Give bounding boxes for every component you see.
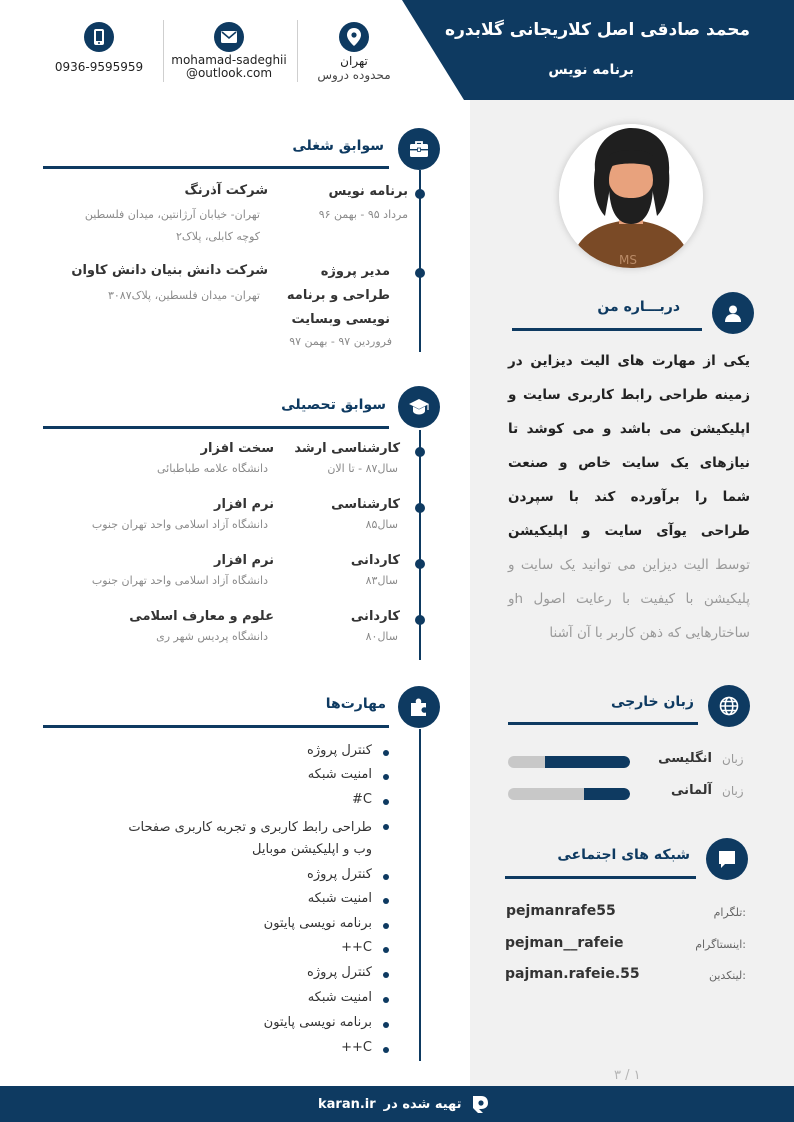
language-level-fill [545,756,630,768]
divider [297,20,298,82]
skill-bullet [383,898,389,904]
job-role: برنامه نویس [328,184,408,199]
degree: کاردانی [350,609,400,624]
degree: کاردانی [350,553,400,568]
skill-item: برنامه نویسی پایتون [263,916,372,931]
company-address: تهران- میدان فلسطین، پلاک۳۰۸۷ [107,289,260,302]
email[interactable] [170,54,288,80]
skill-bullet [383,923,389,929]
avatar-illustration [559,124,703,268]
language-level-bar [508,756,630,768]
experience-title: سوابق شغلی [292,138,384,154]
skill-item: طراحی رابط کاربری و تجربه کاربری صفحات وب و اپلیکیشن موبایل [128,820,372,857]
briefcase-icon [398,128,440,170]
page-number: ۳ / ۱ [614,1068,641,1083]
about-text-light: توسط الیت دیزاین می توانید یک سایت و پلیکیشن با کیفیت با رعایت اصول hو ساختارهایی که ذهن کاربر با آن آشنا [508,557,750,641]
degree: کارشناسی ارشد [294,441,400,456]
social-rule [505,876,696,879]
language-prefix: زبان [722,752,744,766]
linkedin-handle[interactable]: pajman.rafeie.55 [505,966,640,982]
instagram-handle[interactable]: pejman__rafeie [505,935,624,951]
skill-bullet [383,1047,389,1053]
about-rule [512,328,702,331]
job-date: مرداد ۹۵ - بهمن ۹۶ [318,208,408,221]
skill-bullet [383,799,389,805]
skill-bullet [383,824,389,830]
skill-item: C++ [341,1040,372,1055]
skill-item: امنیت شبکه [307,990,372,1005]
language-name: انگلیسی [658,751,712,766]
mail-icon [214,22,244,52]
puzzle-icon [398,686,440,728]
field-of-study: علوم و معارف اسلامی [129,609,274,624]
job-date: فروردین ۹۷ - بهمن ۹۷ [289,335,392,348]
skill-item: امنیت شبکه [307,767,372,782]
language-level-fill [584,788,630,800]
header-band [402,0,794,100]
experience-rule [43,166,389,169]
skills-timeline [419,729,421,1061]
social-title: شبکه های اجتماعی [557,847,690,863]
job-title: برنامه نویس [548,62,634,78]
skill-bullet [383,947,389,953]
skill-item: کنترل پروژه [307,965,372,980]
skill-item: C++ [341,940,372,955]
skill-bullet [383,972,389,978]
education-timeline [419,430,421,660]
university: دانشگاه آزاد اسلامی واحد تهران جنوب [91,574,268,587]
degree: کارشناسی [331,497,400,512]
language-name: آلمانی [671,783,712,798]
about-text-bold: یکی از مهارت های الیت دیزاین در زمینه طراحی رابط کاربری سایت و اپلیکیشن می باشد و می کوشد تا نیازهای یک سایت خاص و صنعت شما را برآورده کند با سپردن طراحی یوآی سایت و اپلیکیشن [508,353,750,539]
email-line-1: mohamad-sadeghii [171,53,287,67]
field-of-study: نرم افزار [213,497,274,512]
area: محدوده دروس [317,68,391,82]
location-pin-icon [339,22,369,52]
university: دانشگاه آزاد اسلامی واحد تهران جنوب [91,518,268,531]
skill-bullet [383,1022,389,1028]
location [304,54,404,82]
university: دانشگاه پردیس شهر ری [156,630,268,643]
avatar [559,124,703,268]
company-name: شرکت آذرنگ [184,183,268,198]
footer-text: تهیه شده در [383,1096,462,1112]
telegram-label: تلگرام: [713,906,746,919]
field-of-study: نرم افزار [213,553,274,568]
timeline-dot [415,268,425,278]
study-year: سال۸۳ [365,574,398,587]
timeline-dot [415,189,425,199]
skill-item: کنترل پروژه [307,743,372,758]
company-name: شرکت دانش بنیان دانش کاوان [71,263,268,278]
job-role: مدیر پروژه طراحی و برنامه نویسی وبسایت [286,264,390,327]
city: تهران [340,54,368,68]
phone-icon [84,22,114,52]
language-prefix: زبان [722,784,744,798]
study-year: سال۸۷ - تا الان [327,462,398,475]
footer-bar [0,1086,794,1122]
skill-item: کنترل پروژه [307,867,372,882]
timeline-dot [415,615,425,625]
skill-bullet [383,874,389,880]
telegram-handle[interactable]: pejmanrafe55 [506,903,616,919]
timeline-dot [415,447,425,457]
language-level-bar [508,788,630,800]
phone-number: 0936-9595959 [54,60,144,74]
globe-icon [708,685,750,727]
email-line-2: @outlook.com [185,66,273,80]
avatar-caption: MS [619,253,637,267]
graduation-cap-icon [398,386,440,428]
languages-title: زبان خارجی [610,694,694,710]
divider [163,20,164,82]
field-of-study: سخت افزار [200,441,274,456]
instagram-label: اینستاگرام: [695,938,746,951]
karan-logo-icon [470,1094,492,1114]
person-name: محمد صادقی اصل کلاریجانی گلابدره [445,20,750,40]
about-text [508,344,750,650]
skill-item: C# [352,792,372,807]
footer-brand[interactable]: karan.ir [318,1096,376,1112]
footer-credit[interactable] [318,1094,492,1114]
skill-item: امنیت شبکه [307,891,372,906]
education-rule [43,426,389,429]
study-year: سال۸۵ [365,518,398,531]
linkedin-label: لینکدین: [709,969,746,982]
skills-title: مهارت‌ها [325,696,386,712]
timeline-dot [415,503,425,513]
skill-bullet [383,750,389,756]
user-icon [712,292,754,334]
skill-bullet [383,997,389,1003]
company-address: تهران- خیابان آرژانتین، میدان فلسطین کوچه کابلی، پلاک۲ [84,208,260,243]
study-year: سال۸۰ [365,630,398,643]
skill-bullet [383,774,389,780]
university: دانشگاه علامه طباطبائی [156,462,268,475]
about-title: دربـــاره من [597,299,680,315]
education-title: سوابق تحصیلی [281,397,386,413]
timeline-dot [415,559,425,569]
languages-rule [508,722,698,725]
chat-icon [706,838,748,880]
skill-item: برنامه نویسی پایتون [263,1015,372,1030]
skills-rule [43,725,389,728]
